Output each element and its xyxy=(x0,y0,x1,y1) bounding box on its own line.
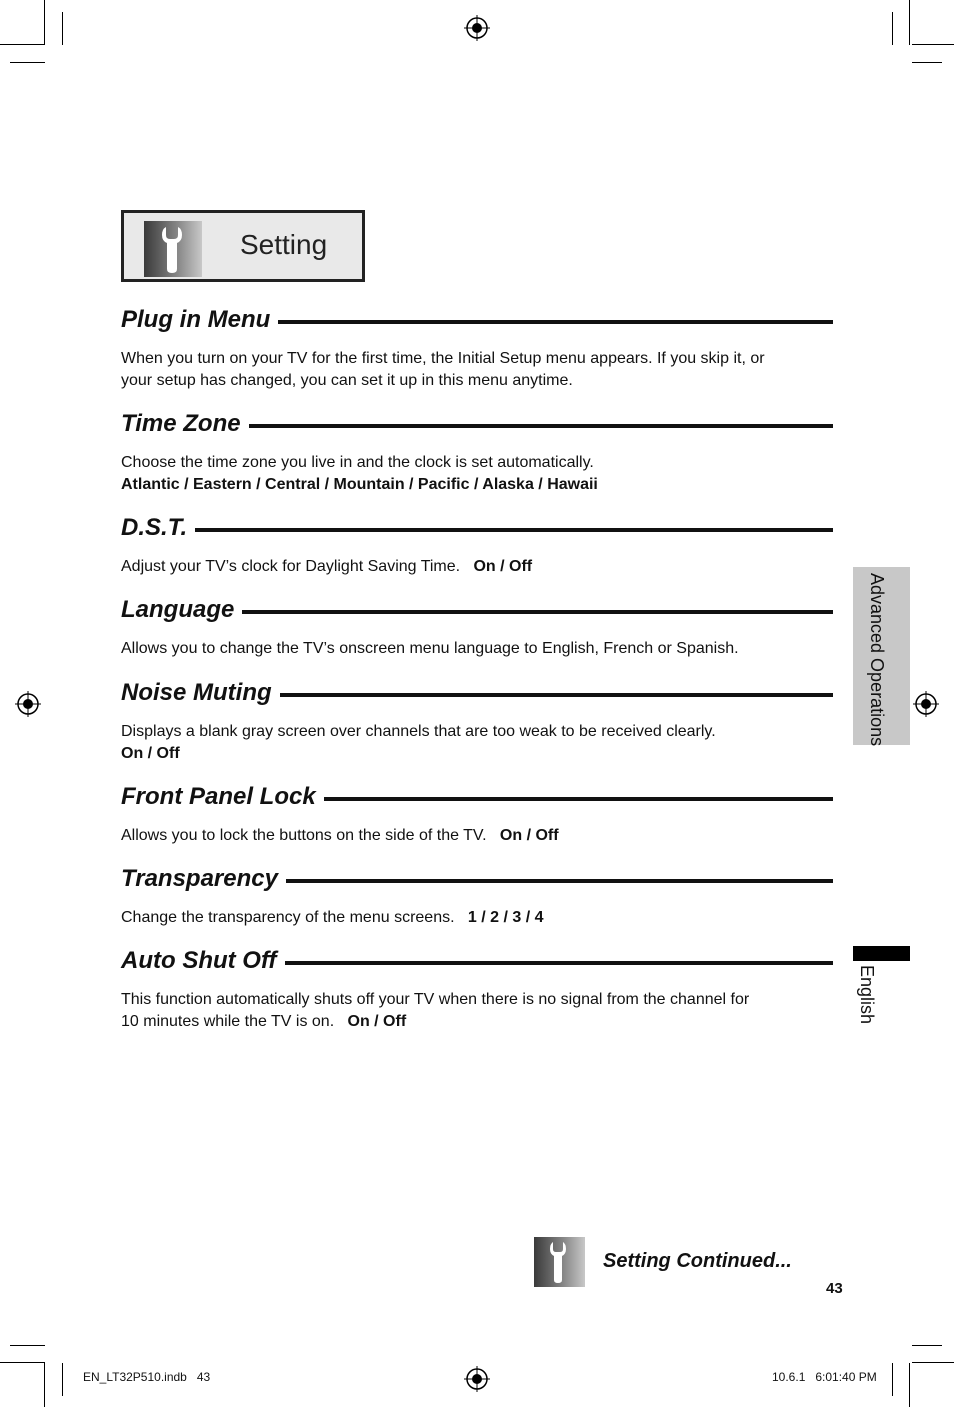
crop-mark xyxy=(0,44,45,45)
section-front-panel-lock xyxy=(121,783,833,847)
section-noise-muting xyxy=(121,679,833,765)
side-tab-label: Advanced Operations xyxy=(867,573,887,747)
slug-file: EN_LT32P510.indb 43 xyxy=(83,1370,211,1384)
section-title: Auto Shut Off xyxy=(121,947,285,975)
section-title: D.S.T. xyxy=(121,514,195,542)
registration-mark xyxy=(15,691,41,717)
english-tab-bar xyxy=(853,946,910,961)
section-time-zone xyxy=(121,410,833,496)
slug-date: 10.6.1 6:01:40 PM xyxy=(772,1370,877,1384)
body-line: Adjust your TV’s clock for Daylight Saving Time. On / Off xyxy=(121,558,533,575)
body-line: Allows you to change the TV’s onscreen menu language to English, French or Spanish. xyxy=(121,640,739,657)
options-line: On / Off xyxy=(121,745,180,762)
body-line: This function automatically shuts off your TV when there is no signal from the channel for xyxy=(121,991,750,1008)
section-title: Plug in Menu xyxy=(121,306,278,334)
options-text: 1 / 2 / 3 / 4 xyxy=(467,909,544,926)
options-text: On / Off xyxy=(473,558,533,575)
crop-mark xyxy=(10,62,45,63)
section-language xyxy=(121,596,833,660)
section-title: Language xyxy=(121,596,242,624)
section-title: Time Zone xyxy=(121,410,249,438)
crop-mark xyxy=(892,12,893,45)
crop-mark xyxy=(44,0,45,45)
continued-label: Setting Continued... xyxy=(603,1250,792,1272)
crop-mark xyxy=(912,1362,954,1363)
crop-mark xyxy=(44,1363,45,1407)
body-line: Displays a blank gray screen over channels that are too weak to be received clearly. xyxy=(121,723,716,740)
setting-header xyxy=(121,210,365,282)
section-title: Transparency xyxy=(121,865,286,893)
crop-mark xyxy=(912,44,954,45)
crop-mark xyxy=(892,1363,893,1396)
section-rule xyxy=(121,528,833,532)
crop-mark xyxy=(909,1363,910,1407)
section-plug-in-menu xyxy=(121,306,833,392)
side-tab-advanced-operations xyxy=(853,567,910,745)
section-dst xyxy=(121,514,833,578)
crop-mark xyxy=(909,0,910,45)
options-text: On / Off xyxy=(499,827,559,844)
options-text: On / Off xyxy=(347,1013,407,1030)
registration-mark xyxy=(913,691,939,717)
crop-mark xyxy=(10,1345,45,1346)
wrench-icon xyxy=(144,221,202,277)
section-title: Front Panel Lock xyxy=(121,783,324,811)
page-title: Setting xyxy=(240,229,328,260)
crop-mark xyxy=(62,1363,63,1396)
crop-mark xyxy=(912,1345,942,1346)
side-tab-english: English xyxy=(857,965,877,1025)
wrench-icon xyxy=(534,1237,585,1287)
crop-mark xyxy=(62,12,63,45)
body-line: 10 minutes while the TV is on. On / Off xyxy=(121,1013,407,1030)
crop-mark xyxy=(0,1362,45,1363)
section-transparency xyxy=(121,865,833,929)
page-number: 43 xyxy=(826,1280,843,1297)
body-line: Choose the time zone you live in and the clock is set automatically. xyxy=(121,454,594,471)
body-line: your setup has changed, you can set it up in this menu anytime. xyxy=(121,372,573,389)
options-line: Atlantic / Eastern / Central / Mountain / Pacific / Alaska / Hawaii xyxy=(121,476,598,493)
body-line: Change the transparency of the menu screens. 1 / 2 / 3 / 4 xyxy=(121,909,544,926)
section-title: Noise Muting xyxy=(121,679,280,707)
crop-mark xyxy=(912,62,942,63)
body-line: When you turn on your TV for the first time, the Initial Setup menu appears. If you skip it, or xyxy=(121,350,765,367)
registration-mark xyxy=(464,1366,490,1392)
registration-mark xyxy=(464,15,490,41)
section-auto-shut-off xyxy=(121,947,833,1033)
body-line: Allows you to lock the buttons on the side of the TV. On / Off xyxy=(121,827,559,844)
